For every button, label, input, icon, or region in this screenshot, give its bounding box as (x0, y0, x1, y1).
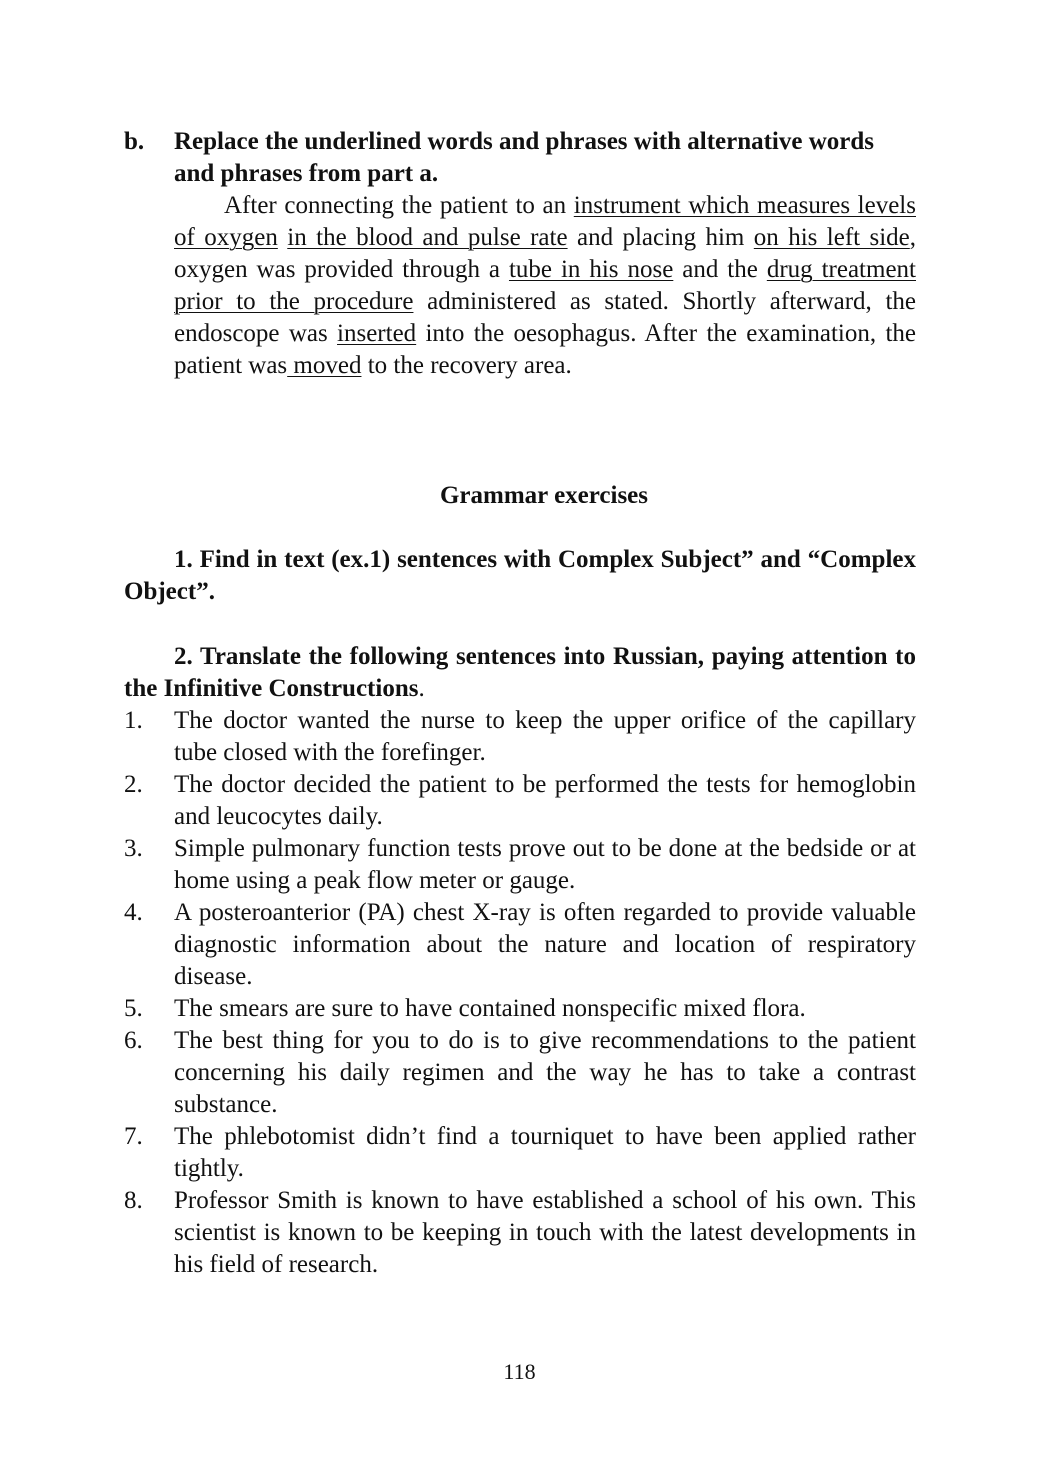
list-item (124, 769, 916, 833)
para-text: to the recovery area. (361, 352, 572, 379)
list-text: The doctor decided the patient to be performed the tests for hemoglobin and leucocytes daily. (174, 771, 916, 830)
list-item (124, 705, 916, 769)
para-text: After connecting the patient to an (224, 192, 574, 219)
underlined-phrase: tube in his nose (508, 256, 674, 283)
underlined-phrase: moved (287, 352, 362, 379)
exercise-2-period: . (418, 675, 425, 702)
list-number: 3. (124, 835, 143, 862)
para-text: , oxygen was provided through a (174, 224, 917, 283)
list-item (124, 897, 916, 993)
list-text: The smears are sure to have contained nonspecific mixed flora. (174, 995, 806, 1022)
exercise-b-heading: Replace the underlined words and phrases with alternative words and phrases from part a. (174, 128, 875, 187)
page-number: 118 (503, 1359, 536, 1384)
list-number: 7. (124, 1123, 143, 1150)
underlined-phrase: inserted (337, 320, 417, 347)
list-number: 2. (124, 771, 143, 798)
para-text (278, 224, 287, 251)
list-text: The phlebotomist didn’t find a tourniquet to have been applied rather tightly. (174, 1123, 916, 1182)
list-text: Simple pulmonary function tests prove out to be done at the bedside or at home using a peak flow meter or gauge. (174, 835, 916, 894)
underlined-phrase: instrument which measures levels of oxygen (174, 192, 916, 251)
list-item (124, 1025, 916, 1121)
exercise-b-paragraph (174, 190, 916, 382)
para-text: administered as stated. Shortly afterward, the endoscope was (174, 288, 916, 347)
exercise-2-title: 2. Translate the following sentences into Russian, paying attention to the Infinitive Constructions (124, 643, 916, 702)
list-item (124, 993, 916, 1025)
underlined-phrase: on his left side (753, 224, 910, 251)
underlined-phrase: in the blood and pulse rate (287, 224, 568, 251)
list-number: 5. (124, 995, 143, 1022)
list-number: 1. (124, 707, 143, 734)
list-item (124, 833, 916, 897)
list-text: A posteroanterior (PA) chest X-ray is often regarded to provide valuable diagnostic information about the nature and location of respiratory disease. (174, 899, 916, 990)
para-text: and placing him (567, 224, 754, 251)
list-number: 6. (124, 1027, 143, 1054)
exercise-2-heading (124, 641, 916, 705)
para-text: into the oesophagus. After the examination, the patient was (174, 320, 916, 379)
list-number: 4. (124, 899, 143, 926)
exercise-1: 1. Find in text (ex.1) sentences with Complex Subject” and “Complex Object”. (124, 546, 916, 605)
underlined-phrase: drug treatment prior to the procedure (174, 256, 916, 315)
list-item (124, 1121, 916, 1185)
list-number: 8. (124, 1187, 143, 1214)
list-text: The doctor wanted the nurse to keep the upper orifice of the capillary tube closed with the forefinger. (174, 707, 916, 766)
para-text: and the (673, 256, 767, 283)
list-text: Professor Smith is known to have established a school of his own. This scientist is known to be keeping in touch with the latest developments in his field of research. (174, 1187, 916, 1278)
section-title: Grammar exercises (439, 482, 649, 509)
exercise-b-marker: b. (124, 128, 145, 155)
list-text: The best thing for you to do is to give recommendations to the patient concerning his daily regimen and the way he has to take a contrast substance. (174, 1027, 916, 1118)
sentence-list (124, 705, 916, 1281)
exercise-b (124, 126, 916, 382)
list-item (124, 1185, 916, 1281)
